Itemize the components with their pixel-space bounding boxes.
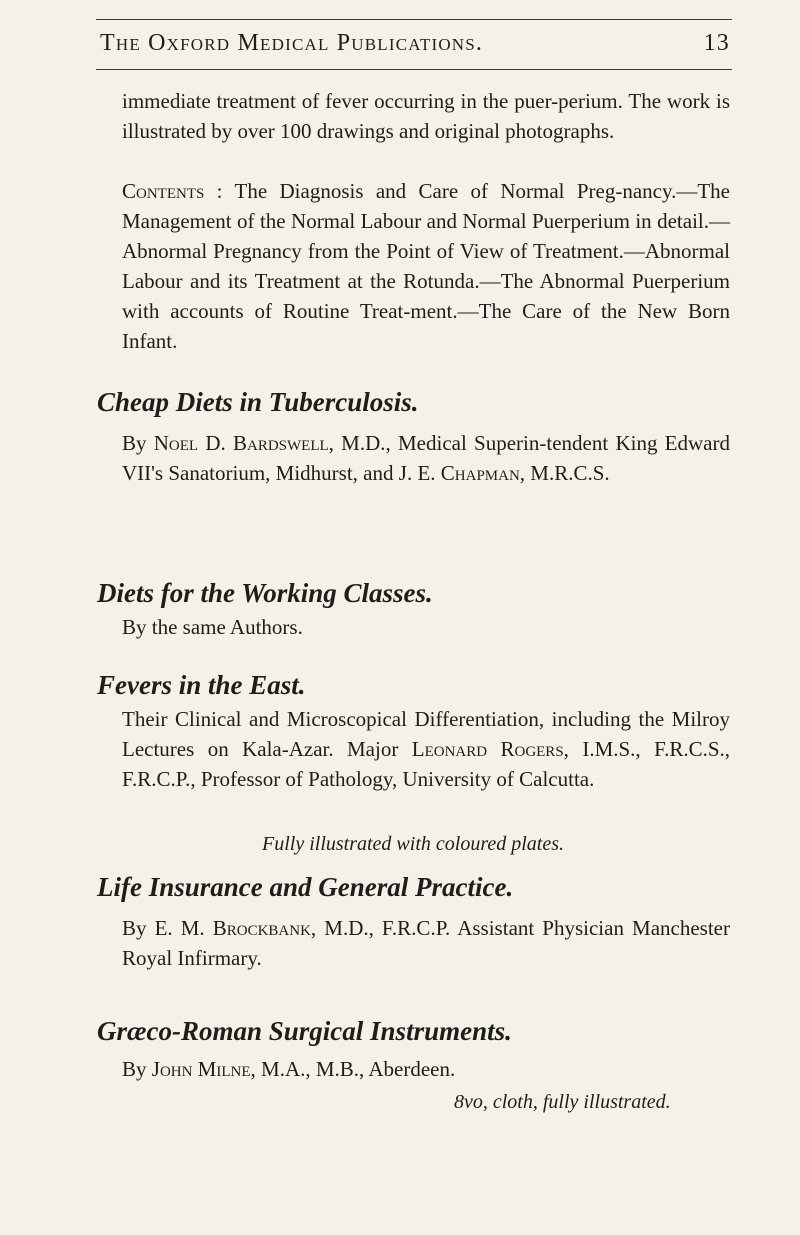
book-desc-text: Their Clinical and Microscopical Differentiation, including the Milroy Lectures on Kala-Azar. Major <box>122 707 730 761</box>
intro-text: immediate treatment of fever occurring in the puer-perium. The work is illustrated by over 100 drawings and original photographs. <box>122 89 730 143</box>
book-title-cheap-diets: Cheap Diets in Tuberculosis. <box>97 387 419 417</box>
contents-label: Contents : <box>122 179 223 203</box>
by-text: By <box>122 431 147 455</box>
book-title-life-insurance: Life Insurance and General Practice. <box>97 872 514 902</box>
by-text: By <box>122 916 147 940</box>
page-number: 13 <box>703 30 730 56</box>
header-rule-bottom <box>96 69 732 70</box>
by-text: By <box>122 1057 147 1081</box>
author-name: Noel D. Bardswell, <box>153 431 334 455</box>
book-desc-life-insurance <box>122 913 730 973</box>
book-desc-text: By the same Authors. <box>122 615 303 639</box>
intro-paragraph <box>122 86 730 146</box>
book-title-fevers-east: Fevers in the East. <box>97 670 306 700</box>
book-title-working-classes: Diets for the Working Classes. <box>97 578 433 608</box>
book-desc-graeco-roman <box>122 1054 730 1084</box>
book-desc-working-classes <box>122 612 730 642</box>
author-credentials: I.M.S., F.R.C.S., F.R.C.P., Professor of Pathology, University of Calcutta. <box>122 737 731 791</box>
running-header <box>100 28 730 58</box>
format-note: 8vo, cloth, fully illustrated. <box>454 1091 671 1113</box>
contents-text: The Diagnosis and Care of Normal Preg-nancy.—The Management of the Normal Labour and Normal Puerperium in detail.—Abnormal Pregnancy from the Point of View of Treatment.—Abnormal Labour and its Treatment at the Rotunda.—The Abnormal Puerperium with accounts of Routine Treat-ment.—The Care of the New Born Infant. <box>122 179 731 353</box>
book-title-graeco-roman: Græco-Roman Surgical Instruments. <box>97 1016 512 1046</box>
author-name: Leonard Rogers, <box>411 737 569 761</box>
author-credentials: M.R.C.S. <box>530 461 610 485</box>
author-name: E. M. Brockbank, <box>154 916 317 940</box>
contents-paragraph <box>122 176 730 356</box>
book-desc-cheap-diets <box>122 428 730 488</box>
book-desc-fevers-east <box>122 704 730 794</box>
author-credentials: M.D., Medical Superin-tendent King Edward VII's Sanatorium, Midhurst, and <box>122 431 730 485</box>
author-credentials: M.A., M.B., Aberdeen. <box>261 1057 456 1081</box>
author-credentials: M.D., F.R.C.P. Assistant Physician Manchester Royal Infirmary. <box>122 916 730 970</box>
header-rule-top <box>96 19 732 20</box>
author-name: John Milne, <box>151 1057 256 1081</box>
header-title: The Oxford Medical Publications. <box>100 30 484 56</box>
illustration-note: Fully illustrated with coloured plates. <box>262 833 565 855</box>
author-name: J. E. Chapman, <box>398 461 526 485</box>
